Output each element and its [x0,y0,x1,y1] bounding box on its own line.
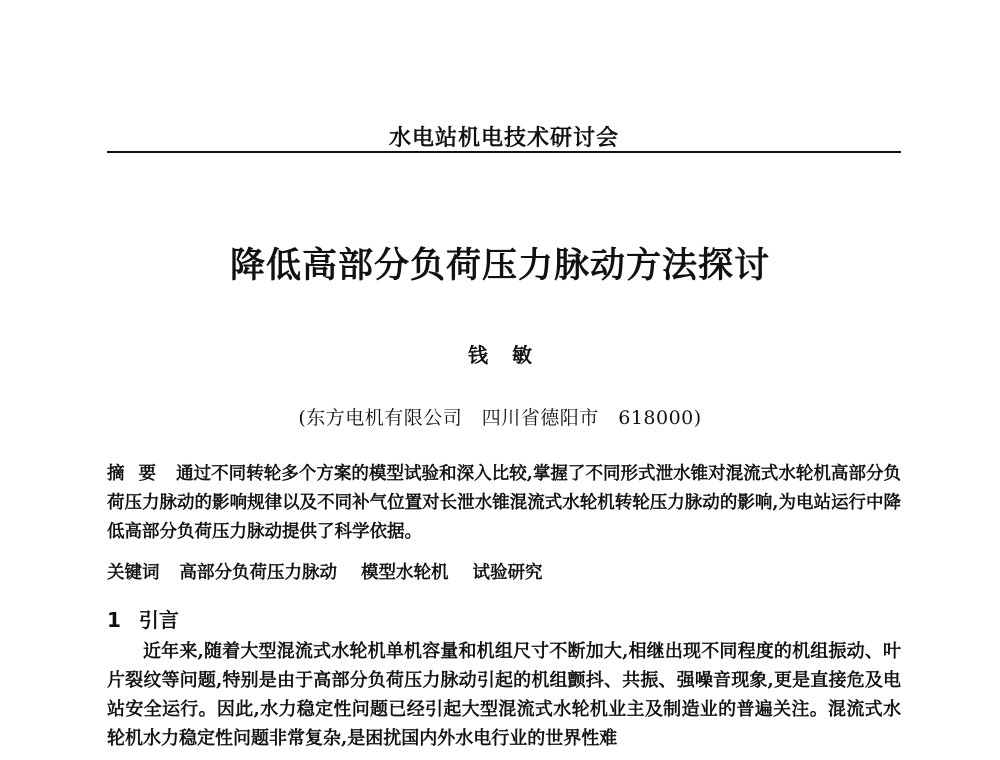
abstract [107,460,901,547]
keywords-label: 关键词 [107,563,160,583]
paper-title: 降低高部分负荷压力脉动方法探讨 [229,245,770,286]
running-header: 水电站机电技术研讨会 [388,125,619,151]
section-title: 引言 [138,608,179,632]
keyword-item: 模型水轮机 [361,563,449,583]
keyword-item: 试验研究 [472,563,543,583]
header-rule [107,151,901,153]
section-heading [107,604,179,633]
author-affiliation: (东方电机有限公司 四川省德阳市 618000) [298,407,702,429]
keyword-item: 高部分负荷压力脉动 [179,563,337,583]
abstract-text: 通过不同转轮多个方案的模型试验和深入比较,掌握了不同形式泄水锥对混流式水轮机高部分负荷压力脉动的影响规律以及不同补气位置对长泄水锥混流式水轮机转轮压力脉动的影响,为电站运行中降低高部分负荷压力脉动提供了科学依据。 [107,464,902,542]
keywords [107,559,901,588]
body-paragraph: 近年来,随着大型混流式水轮机单机容量和机组尺寸不断加大,相继出现不同程度的机组振动、叶片裂纹等问题,特别是由于高部分负荷压力脉动引起的机组颤抖、共振、强噪音现象,更是直接危及电站安全运行。因此,水力稳定性问题已经引起大型混流式水轮机业主及制造业的普遍关注。混流式水轮机水力稳定性问题非常复杂,是困扰国内外水电行业的世界性难 [107,641,901,749]
abstract-label: 摘要 [107,464,171,484]
section-number: 1 [107,608,121,632]
author-name: 钱敏 [468,343,556,367]
